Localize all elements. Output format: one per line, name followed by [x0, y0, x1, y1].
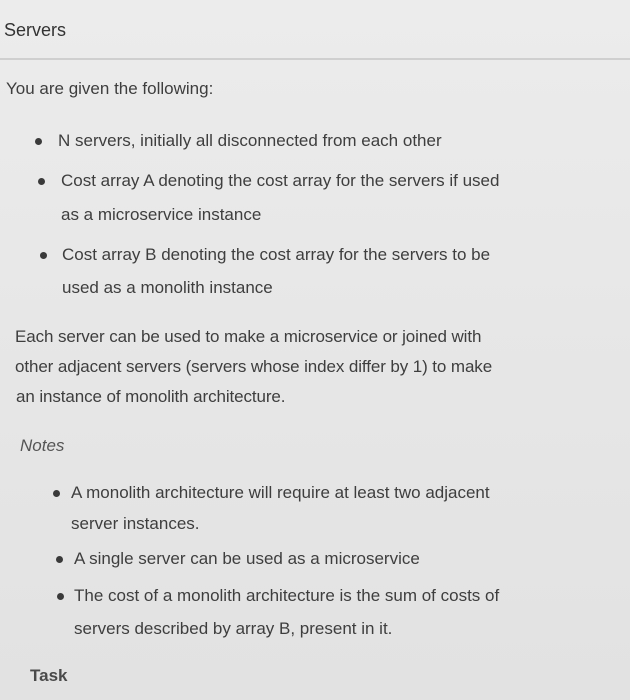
bullet-icon — [57, 593, 64, 600]
given-item-line: used as a monolith instance — [62, 278, 273, 297]
bullet-icon — [53, 490, 60, 497]
note-item-line: A single server can be used as a microservice — [74, 549, 420, 568]
intro-text: You are given the following: — [6, 79, 214, 98]
section-title: Servers — [4, 20, 67, 40]
note-item-line: The cost of a monolith architecture is the sum of costs of — [74, 586, 500, 605]
note-item-line: A monolith architecture will require at least two adjacent — [71, 483, 490, 502]
bullet-icon — [35, 138, 42, 145]
note-item-line: servers described by array B, present in it. — [74, 619, 393, 638]
description-line: Each server can be used to make a microservice or joined with — [15, 327, 482, 346]
description-line: an instance of monolith architecture. — [16, 387, 286, 406]
description-line: other adjacent servers (servers whose index differ by 1) to make — [15, 357, 493, 376]
given-item-line: Cost array B denoting the cost array for the servers to be — [62, 245, 491, 264]
given-item-line: Cost array A denoting the cost array for the servers if used — [61, 171, 500, 190]
bullet-icon — [56, 556, 63, 563]
bullet-icon — [38, 178, 45, 185]
divider — [0, 58, 630, 60]
task-heading: Task — [30, 666, 68, 685]
note-item-line: server instances. — [71, 514, 200, 533]
given-item-line: as a microservice instance — [61, 205, 262, 224]
notes-heading: Notes — [20, 436, 65, 455]
given-item-line: N servers, initially all disconnected from each other — [58, 131, 442, 150]
bullet-icon — [40, 252, 47, 259]
